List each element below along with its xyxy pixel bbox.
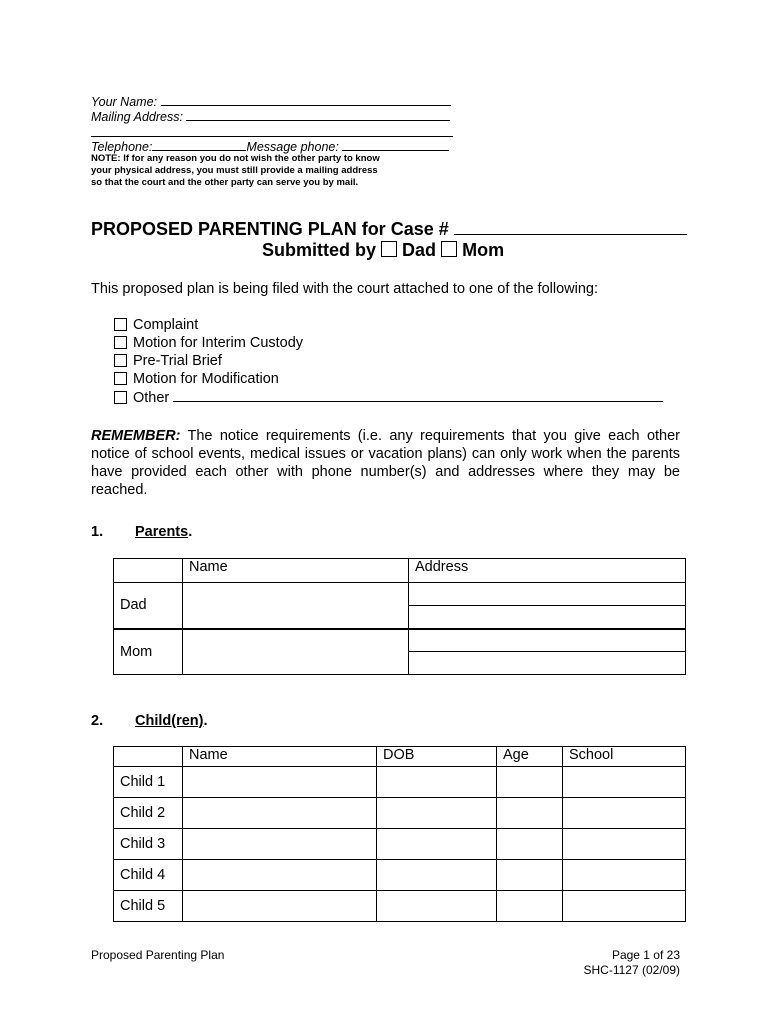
remember-label: REMEMBER: — [91, 428, 181, 444]
section2-heading — [91, 713, 208, 729]
option-motion-interim-custody[interactable] — [114, 334, 303, 352]
option-label: Complaint — [133, 317, 199, 333]
table-header-cell: Name — [183, 747, 377, 767]
your-name-row — [91, 93, 451, 109]
table-header-cell: School — [563, 747, 686, 767]
message-phone-label: Message phone: — [246, 140, 339, 154]
table-header-cell: Address — [409, 559, 686, 583]
mom-address-cell[interactable] — [409, 629, 686, 652]
your-name-field[interactable] — [161, 93, 451, 106]
mailing-address-row — [91, 108, 450, 124]
child-age-cell[interactable] — [497, 829, 563, 860]
mom-checkbox[interactable] — [441, 241, 457, 257]
parent-label: Dad — [114, 583, 183, 629]
child-label: Child 4 — [114, 860, 183, 891]
complaint-checkbox[interactable] — [114, 318, 127, 331]
table-row — [114, 583, 686, 606]
phone-row — [91, 138, 449, 154]
mailing-address-field[interactable] — [186, 108, 450, 121]
children-table — [113, 746, 686, 922]
option-label: Pre-Trial Brief — [133, 353, 222, 369]
dad-label: Dad — [402, 240, 437, 260]
table-header-cell: Age — [497, 747, 563, 767]
child-school-cell[interactable] — [563, 767, 686, 798]
remember-text: The notice requirements (i.e. any requirements that you give each other notice of school events, medical issues or vacation plans) can only work when the parents have provided each other with phone number(s) and addresses where they may be reached. — [91, 428, 680, 498]
submitted-by-label: Submitted by — [262, 240, 377, 260]
mailing-address-label: Mailing Address: — [91, 110, 183, 124]
section2-title: Child(ren) — [135, 713, 204, 729]
table-row — [114, 860, 686, 891]
option-pre-trial-brief[interactable] — [114, 352, 222, 370]
table-row — [114, 798, 686, 829]
child-name-cell[interactable] — [183, 829, 377, 860]
section2-number: 2. — [91, 713, 104, 729]
mailing-address-line2[interactable] — [91, 136, 453, 137]
page-title-text: PROPOSED PARENTING PLAN for Case # — [91, 219, 449, 239]
child-age-cell[interactable] — [497, 891, 563, 922]
motion-interim-custody-checkbox[interactable] — [114, 336, 127, 349]
dad-name-cell[interactable] — [183, 583, 409, 629]
mom-label: Mom — [462, 240, 505, 260]
child-school-cell[interactable] — [563, 891, 686, 922]
submitted-by-row — [262, 240, 504, 261]
section1-title: Parents — [135, 524, 189, 540]
table-row — [114, 559, 686, 583]
option-complaint[interactable] — [114, 316, 198, 334]
child-school-cell[interactable] — [563, 860, 686, 891]
your-name-label: Your Name: — [91, 95, 158, 109]
page-number: Page 1 of 23 — [611, 948, 680, 962]
intro-text: This proposed plan is being filed with the court attached to one of the following: — [91, 281, 599, 297]
child-name-cell[interactable] — [183, 860, 377, 891]
pre-trial-brief-checkbox[interactable] — [114, 354, 127, 367]
child-dob-cell[interactable] — [377, 798, 497, 829]
child-dob-cell[interactable] — [377, 829, 497, 860]
child-name-cell[interactable] — [183, 891, 377, 922]
option-label: Motion for Interim Custody — [133, 335, 304, 351]
child-label: Child 2 — [114, 798, 183, 829]
address-note: NOTE: If for any reason you do not wish the other party to know your physical address, you must still provide a mailing address so that the court and the other party can serve you by mail. — [91, 153, 380, 188]
footer-title: Proposed Parenting Plan — [91, 948, 225, 962]
option-motion-modification[interactable] — [114, 370, 279, 388]
child-dob-cell[interactable] — [377, 767, 497, 798]
option-label: Other — [133, 390, 170, 406]
telephone-field[interactable] — [152, 138, 246, 151]
child-label: Child 3 — [114, 829, 183, 860]
section2-punct: . — [203, 713, 208, 729]
dad-checkbox[interactable] — [381, 241, 397, 257]
child-age-cell[interactable] — [497, 798, 563, 829]
child-name-cell[interactable] — [183, 798, 377, 829]
other-checkbox[interactable] — [114, 391, 127, 404]
child-age-cell[interactable] — [497, 767, 563, 798]
table-row — [114, 629, 686, 652]
section1-heading — [91, 524, 193, 540]
option-other[interactable] — [114, 388, 663, 406]
table-row — [114, 747, 686, 767]
mom-name-cell[interactable] — [183, 629, 409, 675]
child-dob-cell[interactable] — [377, 891, 497, 922]
table-header-cell — [114, 559, 183, 583]
parent-label: Mom — [114, 629, 183, 675]
child-dob-cell[interactable] — [377, 860, 497, 891]
parents-table — [113, 558, 686, 675]
child-school-cell[interactable] — [563, 829, 686, 860]
table-row — [114, 767, 686, 798]
form-number: SHC-1127 (02/09) — [583, 963, 680, 977]
telephone-label: Telephone: — [91, 140, 153, 154]
table-header-cell: DOB — [377, 747, 497, 767]
dad-address-cell[interactable] — [409, 583, 686, 606]
child-name-cell[interactable] — [183, 767, 377, 798]
table-header-cell — [114, 747, 183, 767]
case-number-field[interactable] — [454, 219, 687, 235]
table-row — [114, 891, 686, 922]
mom-address-cell[interactable] — [409, 652, 686, 675]
motion-modification-checkbox[interactable] — [114, 372, 127, 385]
section1-number: 1. — [91, 524, 104, 540]
child-age-cell[interactable] — [497, 860, 563, 891]
page-title — [91, 219, 687, 240]
child-school-cell[interactable] — [563, 798, 686, 829]
section1-punct: . — [188, 524, 193, 540]
remember-paragraph — [91, 427, 680, 499]
other-field[interactable] — [173, 388, 663, 402]
message-phone-field[interactable] — [342, 138, 449, 151]
child-label: Child 5 — [114, 891, 183, 922]
child-label: Child 1 — [114, 767, 183, 798]
option-label: Motion for Modification — [133, 371, 279, 387]
table-row — [114, 829, 686, 860]
table-header-cell: Name — [183, 559, 409, 583]
dad-address-cell[interactable] — [409, 606, 686, 629]
